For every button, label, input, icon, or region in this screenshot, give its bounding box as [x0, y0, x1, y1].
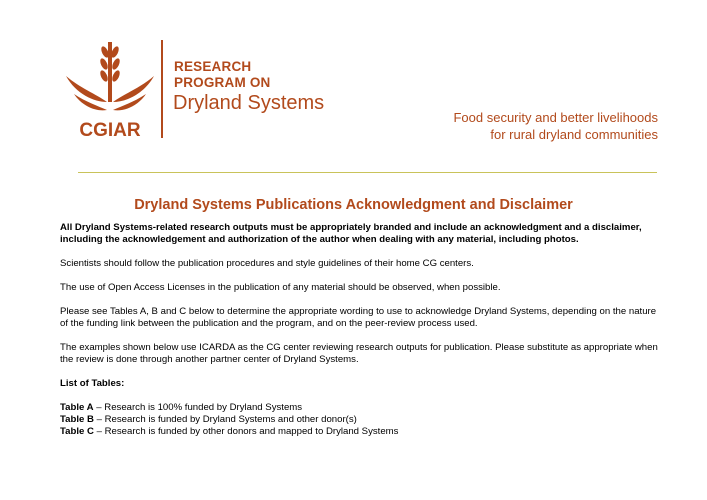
- paragraph-open-access: The use of Open Access Licenses in the publication of any material should be observed, when possible.: [60, 282, 501, 293]
- intro-paragraph: All Dryland Systems-related research outputs must be appropriately branded and include an acknowledgment and a disclaimer, including the acknowledgement and authorization of the author when dealing with any material, including photos.: [60, 222, 642, 245]
- table-b-name: Table B: [60, 414, 94, 425]
- list-item: [60, 402, 660, 414]
- document-title: Dryland Systems Publications Acknowledgment and Disclaimer: [134, 197, 573, 213]
- list-item: [60, 426, 660, 438]
- paragraph-icarda-example: The examples shown below use ICARDA as the CG center reviewing research outputs for publication. Please substitute as appropriate when the review is done through another partner center of Dryland Systems.: [60, 342, 658, 365]
- table-c-name: Table C: [60, 426, 94, 437]
- paragraph-procedures: Scientists should follow the publication procedures and style guidelines of their home CG centers.: [60, 258, 474, 269]
- header-rule: [78, 172, 657, 173]
- tagline-line-2: for rural dryland communities: [490, 127, 658, 142]
- logo-divider: [161, 40, 163, 138]
- list-item: [60, 414, 660, 426]
- tables-list: [60, 402, 660, 438]
- letterhead: [0, 0, 707, 175]
- program-line-1: RESEARCH: [174, 59, 252, 74]
- tagline-line-1: Food security and better livelihoods: [453, 110, 658, 125]
- cgiar-logo-text: CGIAR: [79, 120, 141, 140]
- program-name: Dryland Systems: [173, 92, 325, 114]
- paragraph-tables-guidance: Please see Tables A, B and C below to determine the appropriate wording to use to acknowledge Dryland Systems, depending on the nature of the funding link between the publication and the program, and on the peer-review process used.: [60, 306, 657, 329]
- tagline: [453, 109, 658, 143]
- table-a-name: Table A: [60, 402, 94, 413]
- table-a-desc: – Research is 100% funded by Dryland Systems: [93, 402, 303, 413]
- table-c-desc: – Research is funded by other donors and mapped to Dryland Systems: [93, 426, 399, 437]
- cgiar-logo: [60, 38, 160, 140]
- tables-heading: List of Tables:: [60, 378, 125, 389]
- document-body: [60, 222, 660, 438]
- table-b-desc: – Research is funded by Dryland Systems and other donor(s): [93, 414, 357, 425]
- program-line-2: PROGRAM ON: [174, 75, 271, 90]
